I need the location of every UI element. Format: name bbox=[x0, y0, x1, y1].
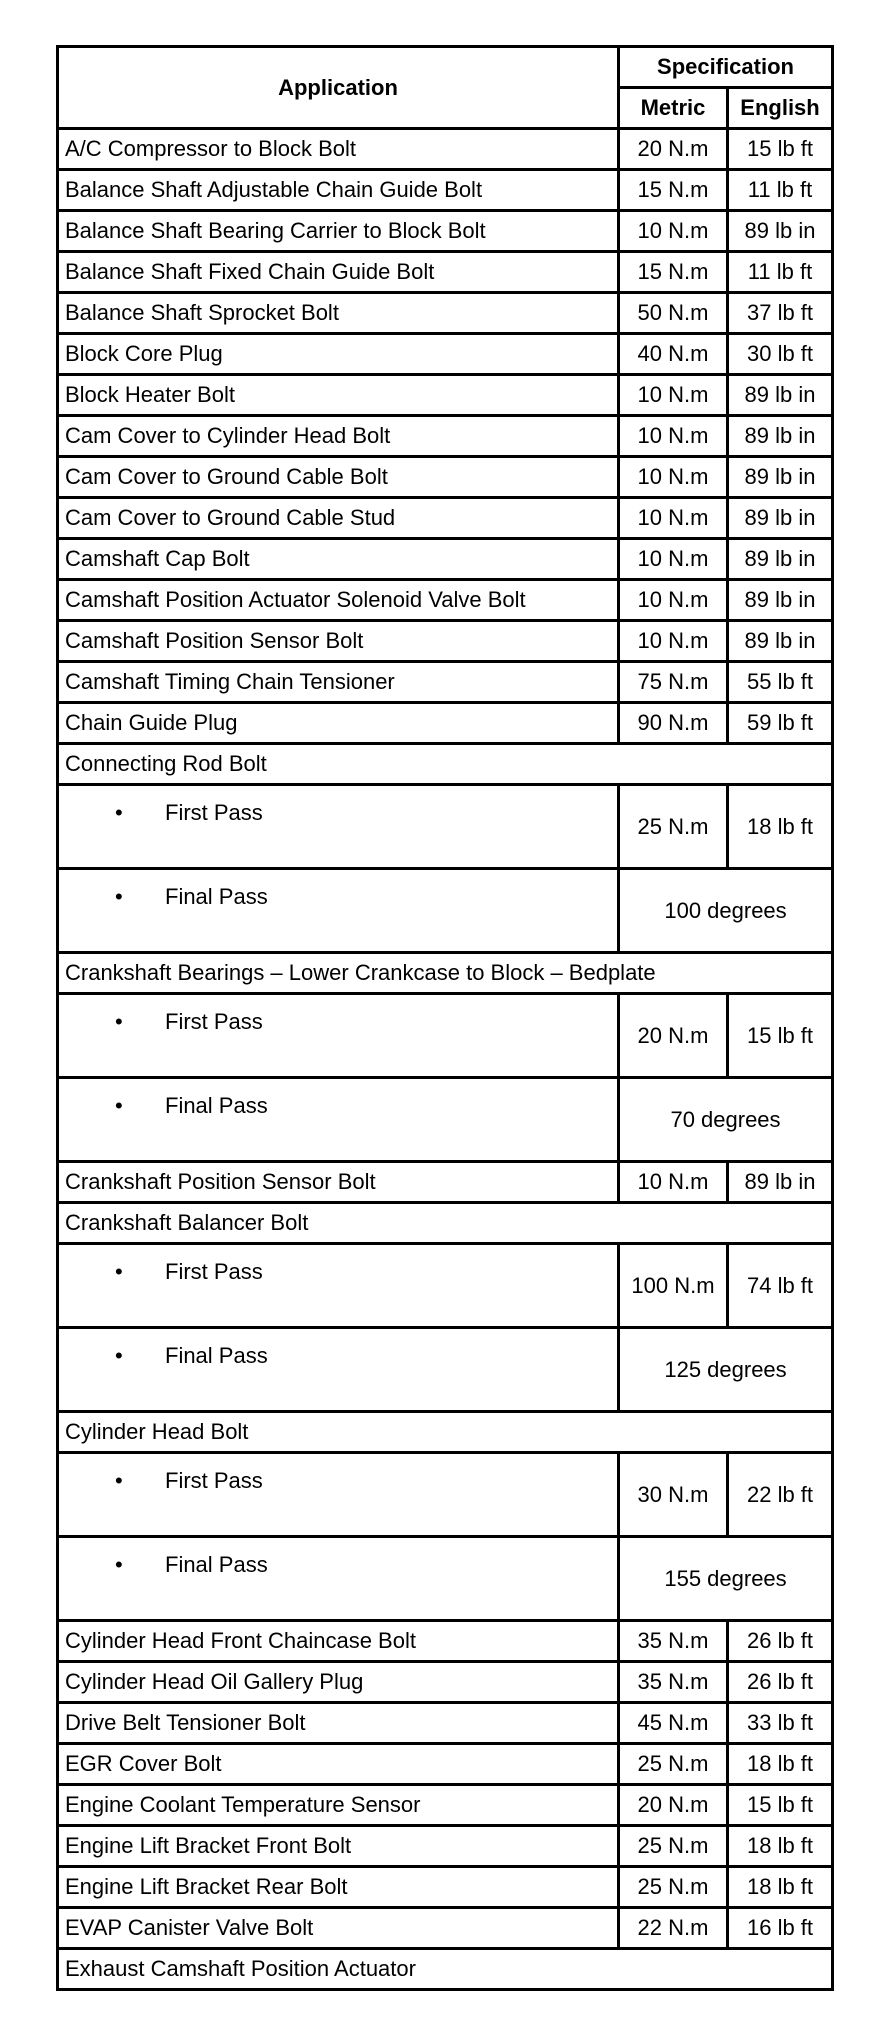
pass-label: First Pass bbox=[165, 800, 263, 825]
application-cell: EVAP Canister Valve Bolt bbox=[58, 1908, 619, 1949]
bullet-icon: • bbox=[115, 1093, 123, 1118]
metric-value: 10 N.m bbox=[619, 621, 728, 662]
metric-value: 22 N.m bbox=[619, 1908, 728, 1949]
spec-row bbox=[58, 498, 833, 539]
application-cell: Camshaft Position Sensor Bolt bbox=[58, 621, 619, 662]
metric-header: Metric bbox=[619, 88, 728, 129]
specification-header: Specification bbox=[619, 47, 833, 88]
application-cell: Cam Cover to Ground Cable Bolt bbox=[58, 457, 619, 498]
section-row bbox=[58, 1203, 833, 1244]
metric-value: 25 N.m bbox=[619, 1826, 728, 1867]
english-value: 74 lb ft bbox=[728, 1244, 833, 1328]
english-value: 18 lb ft bbox=[728, 1744, 833, 1785]
spec-row bbox=[58, 293, 833, 334]
application-cell: Crankshaft Position Sensor Bolt bbox=[58, 1162, 619, 1203]
english-value: 18 lb ft bbox=[728, 1867, 833, 1908]
spec-row bbox=[58, 539, 833, 580]
metric-value: 30 N.m bbox=[619, 1453, 728, 1537]
application-cell: Engine Lift Bracket Rear Bolt bbox=[58, 1867, 619, 1908]
bullet-icon: • bbox=[115, 1552, 123, 1577]
metric-value: 25 N.m bbox=[619, 1867, 728, 1908]
pass-label: Final Pass bbox=[165, 1093, 268, 1118]
pass-cell bbox=[58, 1328, 619, 1412]
spec-row bbox=[58, 703, 833, 744]
application-cell: Block Heater Bolt bbox=[58, 375, 619, 416]
section-row bbox=[58, 953, 833, 994]
metric-value: 20 N.m bbox=[619, 994, 728, 1078]
section-heading: Crankshaft Bearings – Lower Crankcase to Block – Bedplate bbox=[58, 953, 833, 994]
pass-label: Final Pass bbox=[165, 884, 268, 909]
bullet-icon: • bbox=[115, 1009, 123, 1034]
pass-row bbox=[58, 869, 833, 953]
spec-row bbox=[58, 375, 833, 416]
english-value: 15 lb ft bbox=[728, 129, 833, 170]
application-cell: Cylinder Head Oil Gallery Plug bbox=[58, 1662, 619, 1703]
metric-value: 10 N.m bbox=[619, 580, 728, 621]
spec-row bbox=[58, 1867, 833, 1908]
english-value: 55 lb ft bbox=[728, 662, 833, 703]
degrees-value: 100 degrees bbox=[619, 869, 833, 953]
metric-value: 10 N.m bbox=[619, 375, 728, 416]
application-cell: Camshaft Position Actuator Solenoid Valve Bolt bbox=[58, 580, 619, 621]
english-value: 59 lb ft bbox=[728, 703, 833, 744]
english-value: 89 lb in bbox=[728, 375, 833, 416]
spec-row bbox=[58, 416, 833, 457]
spec-row bbox=[58, 580, 833, 621]
spec-row bbox=[58, 1744, 833, 1785]
pass-cell bbox=[58, 1537, 619, 1621]
english-value: 89 lb in bbox=[728, 539, 833, 580]
application-cell: Camshaft Cap Bolt bbox=[58, 539, 619, 580]
metric-value: 40 N.m bbox=[619, 334, 728, 375]
spec-row bbox=[58, 1908, 833, 1949]
application-cell: A/C Compressor to Block Bolt bbox=[58, 129, 619, 170]
pass-row bbox=[58, 1453, 833, 1537]
metric-value: 25 N.m bbox=[619, 1744, 728, 1785]
english-value: 18 lb ft bbox=[728, 785, 833, 869]
application-cell: Balance Shaft Bearing Carrier to Block Bolt bbox=[58, 211, 619, 252]
english-value: 16 lb ft bbox=[728, 1908, 833, 1949]
english-value: 18 lb ft bbox=[728, 1826, 833, 1867]
english-value: 11 lb ft bbox=[728, 252, 833, 293]
english-value: 89 lb in bbox=[728, 498, 833, 539]
spec-row bbox=[58, 211, 833, 252]
application-cell: Engine Coolant Temperature Sensor bbox=[58, 1785, 619, 1826]
torque-spec-table bbox=[56, 45, 834, 1991]
english-value: 89 lb in bbox=[728, 1162, 833, 1203]
spec-row bbox=[58, 334, 833, 375]
metric-value: 10 N.m bbox=[619, 416, 728, 457]
degrees-value: 155 degrees bbox=[619, 1537, 833, 1621]
english-header: English bbox=[728, 88, 833, 129]
english-value: 89 lb in bbox=[728, 211, 833, 252]
spec-row bbox=[58, 170, 833, 211]
metric-value: 25 N.m bbox=[619, 785, 728, 869]
english-value: 11 lb ft bbox=[728, 170, 833, 211]
spec-row bbox=[58, 457, 833, 498]
section-row bbox=[58, 744, 833, 785]
spec-row bbox=[58, 1785, 833, 1826]
pass-row bbox=[58, 1078, 833, 1162]
metric-value: 50 N.m bbox=[619, 293, 728, 334]
english-value: 89 lb in bbox=[728, 457, 833, 498]
english-value: 15 lb ft bbox=[728, 994, 833, 1078]
bullet-icon: • bbox=[115, 884, 123, 909]
metric-value: 35 N.m bbox=[619, 1621, 728, 1662]
section-row bbox=[58, 1949, 833, 1990]
bullet-icon: • bbox=[115, 1468, 123, 1493]
pass-row bbox=[58, 1244, 833, 1328]
section-heading: Exhaust Camshaft Position Actuator bbox=[58, 1949, 833, 1990]
section-row bbox=[58, 1412, 833, 1453]
metric-value: 15 N.m bbox=[619, 252, 728, 293]
header-row-top bbox=[58, 47, 833, 88]
application-cell: Cylinder Head Front Chaincase Bolt bbox=[58, 1621, 619, 1662]
pass-row bbox=[58, 1328, 833, 1412]
spec-row bbox=[58, 1162, 833, 1203]
pass-row bbox=[58, 1537, 833, 1621]
english-value: 22 lb ft bbox=[728, 1453, 833, 1537]
application-cell: Cam Cover to Cylinder Head Bolt bbox=[58, 416, 619, 457]
pass-label: Final Pass bbox=[165, 1343, 268, 1368]
english-value: 89 lb in bbox=[728, 416, 833, 457]
application-cell: Chain Guide Plug bbox=[58, 703, 619, 744]
pass-label: Final Pass bbox=[165, 1552, 268, 1577]
pass-row bbox=[58, 994, 833, 1078]
degrees-value: 70 degrees bbox=[619, 1078, 833, 1162]
application-cell: Balance Shaft Fixed Chain Guide Bolt bbox=[58, 252, 619, 293]
metric-value: 10 N.m bbox=[619, 539, 728, 580]
application-cell: Block Core Plug bbox=[58, 334, 619, 375]
bullet-icon: • bbox=[115, 800, 123, 825]
application-cell: Balance Shaft Adjustable Chain Guide Bolt bbox=[58, 170, 619, 211]
english-value: 89 lb in bbox=[728, 621, 833, 662]
metric-value: 10 N.m bbox=[619, 211, 728, 252]
spec-row bbox=[58, 1621, 833, 1662]
metric-value: 20 N.m bbox=[619, 129, 728, 170]
spec-table-body bbox=[58, 129, 833, 1990]
pass-label: First Pass bbox=[165, 1259, 263, 1284]
english-value: 26 lb ft bbox=[728, 1662, 833, 1703]
pass-row bbox=[58, 785, 833, 869]
metric-value: 15 N.m bbox=[619, 170, 728, 211]
english-value: 26 lb ft bbox=[728, 1621, 833, 1662]
spec-row bbox=[58, 662, 833, 703]
spec-row bbox=[58, 1703, 833, 1744]
english-value: 33 lb ft bbox=[728, 1703, 833, 1744]
application-cell: Camshaft Timing Chain Tensioner bbox=[58, 662, 619, 703]
metric-value: 45 N.m bbox=[619, 1703, 728, 1744]
pass-cell bbox=[58, 785, 619, 869]
application-cell: Balance Shaft Sprocket Bolt bbox=[58, 293, 619, 334]
metric-value: 10 N.m bbox=[619, 498, 728, 539]
section-heading: Cylinder Head Bolt bbox=[58, 1412, 833, 1453]
pass-cell bbox=[58, 994, 619, 1078]
section-heading: Connecting Rod Bolt bbox=[58, 744, 833, 785]
spec-row bbox=[58, 1826, 833, 1867]
metric-value: 90 N.m bbox=[619, 703, 728, 744]
application-cell: Cam Cover to Ground Cable Stud bbox=[58, 498, 619, 539]
spec-row bbox=[58, 252, 833, 293]
bullet-icon: • bbox=[115, 1259, 123, 1284]
metric-value: 75 N.m bbox=[619, 662, 728, 703]
pass-label: First Pass bbox=[165, 1468, 263, 1493]
application-cell: Engine Lift Bracket Front Bolt bbox=[58, 1826, 619, 1867]
pass-cell bbox=[58, 869, 619, 953]
english-value: 30 lb ft bbox=[728, 334, 833, 375]
spec-row bbox=[58, 621, 833, 662]
spec-row bbox=[58, 1662, 833, 1703]
english-value: 89 lb in bbox=[728, 580, 833, 621]
metric-value: 100 N.m bbox=[619, 1244, 728, 1328]
english-value: 37 lb ft bbox=[728, 293, 833, 334]
pass-cell bbox=[58, 1453, 619, 1537]
metric-value: 20 N.m bbox=[619, 1785, 728, 1826]
english-value: 15 lb ft bbox=[728, 1785, 833, 1826]
application-cell: Drive Belt Tensioner Bolt bbox=[58, 1703, 619, 1744]
application-cell: EGR Cover Bolt bbox=[58, 1744, 619, 1785]
pass-cell bbox=[58, 1244, 619, 1328]
metric-value: 10 N.m bbox=[619, 457, 728, 498]
section-heading: Crankshaft Balancer Bolt bbox=[58, 1203, 833, 1244]
pass-cell bbox=[58, 1078, 619, 1162]
metric-value: 10 N.m bbox=[619, 1162, 728, 1203]
spec-row bbox=[58, 129, 833, 170]
application-header: Application bbox=[58, 47, 619, 129]
degrees-value: 125 degrees bbox=[619, 1328, 833, 1412]
metric-value: 35 N.m bbox=[619, 1662, 728, 1703]
pass-label: First Pass bbox=[165, 1009, 263, 1034]
bullet-icon: • bbox=[115, 1343, 123, 1368]
